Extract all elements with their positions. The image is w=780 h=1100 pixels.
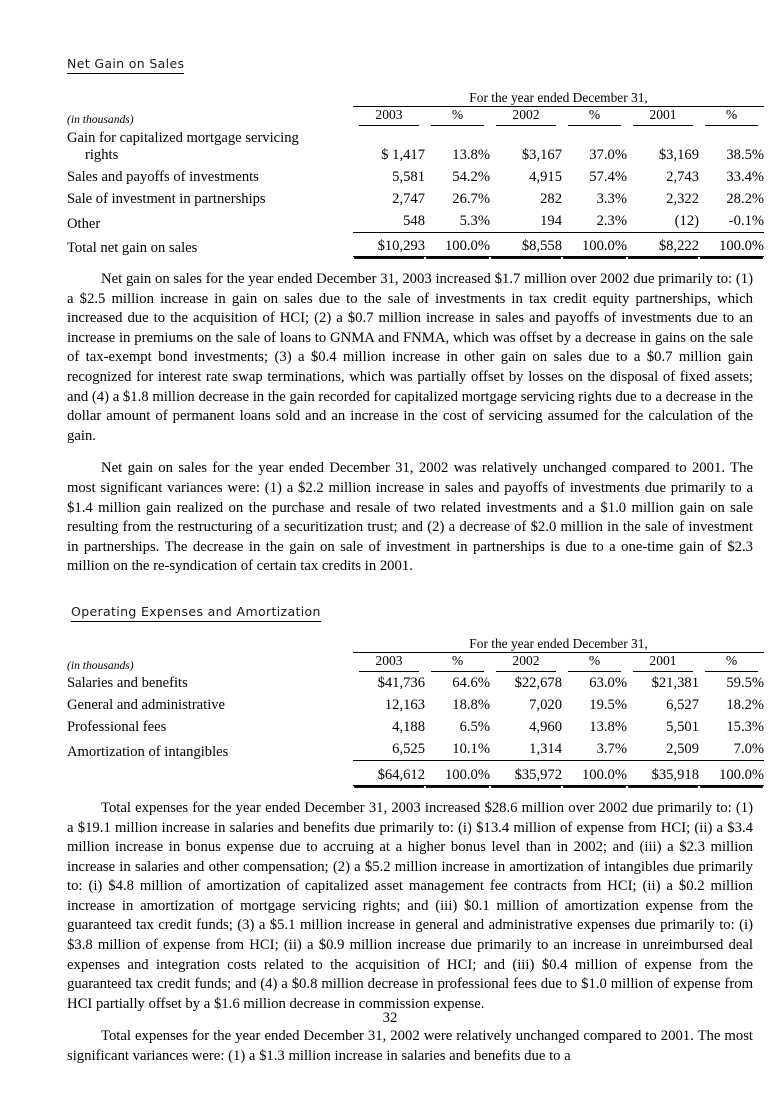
document-page — [67, 55, 765, 1067]
column-header-pct-1 — [425, 652, 490, 672]
span-header-spacer — [67, 90, 353, 107]
cell-2001: 5,501 — [666, 719, 699, 736]
cell-2002: $22,678 — [514, 675, 562, 692]
total-cell-2002-value: $8,558 — [490, 238, 562, 257]
cell-2003: 4,188 — [392, 719, 425, 736]
cell-pct-3 — [699, 209, 764, 234]
total-cell-pct-1-value: 100.0% — [425, 767, 490, 786]
table-row — [67, 209, 764, 234]
table-row — [67, 187, 764, 209]
cell-2003: 2,747 — [392, 190, 425, 207]
cell-pct-1: 64.6% — [452, 675, 490, 692]
table-operating-expenses-block — [67, 635, 765, 786]
row-label: Amortization of intangibles — [67, 744, 229, 761]
total-cell-pct-2 — [562, 763, 627, 786]
cell-2002: 7,020 — [529, 697, 562, 714]
row-label-line2: rights — [85, 146, 119, 163]
total-cell-2002 — [490, 234, 562, 257]
row-label: Sale of investment in partnerships — [67, 190, 266, 207]
cell-2002: $3,167 — [521, 146, 562, 163]
section-heading-net-gain-on-sales-wrap — [67, 55, 753, 74]
cell-2002-value: 194 — [490, 213, 562, 233]
total-cell-2001 — [627, 763, 699, 786]
table-column-header-row — [67, 652, 764, 672]
table-span-header-row — [67, 90, 764, 107]
column-header-2001-text: 2001 — [633, 107, 693, 126]
total-cell-pct-1 — [425, 763, 490, 786]
cell-pct-3: 28.2% — [726, 190, 765, 207]
column-header-pct-3 — [699, 107, 764, 127]
row-label: Salaries and benefits — [67, 675, 188, 692]
column-header-2003 — [353, 652, 425, 672]
cell-2001-value: 2,509 — [627, 741, 699, 761]
cell-pct-3: 18.2% — [726, 697, 765, 714]
total-cell-pct-2-value: 100.0% — [562, 238, 627, 257]
cell-2001: 6,527 — [666, 697, 699, 714]
cell-2001 — [627, 209, 699, 234]
column-header-2001-text: 2001 — [633, 653, 693, 672]
table-total-row — [67, 234, 764, 257]
total-cell-pct-3 — [699, 763, 764, 786]
column-header-2003-text: 2003 — [359, 653, 419, 672]
cell-2002: 4,915 — [529, 168, 562, 185]
cell-pct-1-value: 10.1% — [425, 741, 490, 761]
cell-pct-3-value: 7.0% — [699, 741, 764, 761]
units-label: (in thousands) — [67, 658, 134, 672]
table-row — [67, 165, 764, 187]
paragraph: Net gain on sales for the year ended December 31, 2002 was relatively unchanged compared to 2001. The most significant variances were: (1) a $2.2 million increase in sales and payoffs of investments due primarily to a $1.4 million gain realized on the purchase and resale of two related investments and a $1.0 million gain on sale resulting from the restructuring of a securitization trust; and (2) a decrease of $2.0 million in the sale of investment in partnerships. The decrease in the gain on sale of investment in partnerships is due to a one-time gain of $2.3 million on the re-syndication of certain tax credits in 2001. — [67, 460, 753, 575]
total-cell-pct-2-value: 100.0% — [562, 767, 627, 786]
cell-pct-2: 3.3% — [596, 190, 627, 207]
span-header-label: For the year ended December 31, — [353, 636, 764, 653]
column-header-pct-1-text: % — [431, 107, 484, 126]
table-row — [67, 126, 764, 165]
cell-2001 — [627, 738, 699, 763]
total-cell-2001-value: $8,222 — [627, 238, 699, 257]
cell-2003: 5,581 — [392, 168, 425, 185]
cell-pct-3: 59.5% — [726, 675, 765, 692]
cell-pct-2 — [562, 209, 627, 234]
span-header-spacer — [67, 636, 353, 653]
cell-pct-2: 19.5% — [589, 697, 627, 714]
table-operating-expenses — [67, 636, 764, 786]
column-header-2002 — [490, 107, 562, 127]
table-column-header-row — [67, 107, 764, 127]
total-cell-pct-1 — [425, 234, 490, 257]
column-header-2002 — [490, 652, 562, 672]
units-label: (in thousands) — [67, 113, 134, 126]
column-header-pct-3-text: % — [705, 107, 758, 126]
cell-pct-1: 18.8% — [452, 697, 490, 714]
cell-pct-1 — [425, 738, 490, 763]
column-header-2001 — [627, 107, 699, 127]
total-cell-2003 — [353, 763, 425, 786]
total-row-label — [67, 763, 353, 786]
cell-pct-2-value: 2.3% — [562, 213, 627, 233]
cell-2003-value: 6,525 — [353, 741, 425, 761]
cell-2002-value: 1,314 — [490, 741, 562, 761]
total-cell-2003-value: $64,612 — [353, 767, 425, 786]
cell-2003-value: 1,417 — [392, 146, 425, 163]
column-header-pct-1-text: % — [431, 653, 484, 672]
table-row — [67, 672, 764, 694]
cell-pct-3: 33.4% — [726, 168, 765, 185]
column-header-2003-text: 2003 — [359, 107, 419, 126]
column-header-2002-text: 2002 — [496, 653, 556, 672]
column-header-2003 — [353, 107, 425, 127]
row-label: Other — [67, 215, 101, 232]
row-label-line1: Gain for capitalized mortgage servicing — [67, 129, 299, 146]
column-header-pct-2 — [562, 652, 627, 672]
page-number: 32 — [382, 1010, 398, 1026]
cell-pct-1: 26.7% — [452, 190, 490, 207]
cell-pct-2: 57.4% — [589, 168, 627, 185]
cell-pct-3 — [699, 738, 764, 763]
column-header-pct-2-text: % — [568, 653, 621, 672]
span-header-label: For the year ended December 31, — [353, 90, 764, 107]
cell-2002 — [490, 209, 562, 234]
cell-2003-value: 548 — [353, 213, 425, 233]
cell-2003 — [353, 738, 425, 763]
table-net-gain-on-sales-block — [67, 90, 765, 257]
column-header-2001 — [627, 652, 699, 672]
cell-2001: 2,322 — [666, 190, 699, 207]
cell-pct-2-value: 3.7% — [562, 741, 627, 761]
row-label — [67, 126, 353, 165]
table-span-header-row — [67, 636, 764, 653]
cell-pct-1: 54.2% — [452, 168, 490, 185]
row-label: Sales and payoffs of investments — [67, 168, 259, 185]
cell-2002: 282 — [540, 190, 562, 207]
section-heading-operating-expenses-and-amortization: Operating Expenses and Amortization — [71, 604, 321, 622]
cell-2003: 12,163 — [384, 697, 425, 714]
table-net-gain-on-sales — [67, 90, 764, 257]
cell-pct-3: 15.3% — [726, 719, 765, 736]
total-cell-2001-value: $35,918 — [627, 767, 699, 786]
cell-2001: $3,169 — [658, 146, 699, 163]
cell-2001-value: (12) — [627, 213, 699, 233]
cell-pct-3: 38.5% — [726, 146, 765, 163]
cell-pct-2: 13.8% — [589, 719, 627, 736]
total-cell-2003-value: $10,293 — [353, 238, 425, 257]
cell-2003: $41,736 — [377, 675, 425, 692]
column-header-pct-2 — [562, 107, 627, 127]
cell-pct-1: 13.8% — [452, 146, 490, 163]
cell-2002 — [490, 738, 562, 763]
section-heading-operating-expenses-wrap — [67, 603, 753, 622]
section-heading-net-gain-on-sales: Net Gain on Sales — [67, 56, 184, 74]
cell-pct-3-value: -0.1% — [699, 213, 764, 233]
total-cell-2002-value: $35,972 — [490, 767, 562, 786]
cell-2003: $ 1,417 — [381, 146, 425, 163]
paragraph: Total expenses for the year ended December 31, 2003 increased $28.6 million over 2002 due primarily to: (1) a $19.1 million increase in salaries and benefits due primarily to: (i) $13.4 million of expense from HCI; (ii) a $3.4 million increase in bonus expense due to accruing at a higher bonus level than in 2002; and (iii) a $2.3 million increase in salaries and other compensation; (2) a $5.2 million increase in amortization of intangibles due primarily to: (i) $4.8 million of amortization of capitalized asset management fee contracts from HCI; (ii) a $0.2 million increase in amortization of mortgage servicing rights; and (iii) $0.1 million of amortization expense from the guaranteed tax credit funds; (3) a $5.1 million increase in general and administrative expenses due primarily to: (i) $3.8 million of expense from HCI; (ii) a $0.9 million increase due primarily to an increase in unreimbursed deal expenses and integration costs related to the acquisition of HCI; and (iii) $0.4 million of expense from the guaranteed tax credit funds; and (4) a $0.8 million decrease in professional fees due to $1.0 million of expense from HCI partially offset by a $1.6 million decrease in commission expense. — [67, 799, 753, 1012]
table-row — [67, 716, 764, 738]
total-cell-2003 — [353, 234, 425, 257]
total-cell-2001 — [627, 234, 699, 257]
row-label: General and administrative — [67, 697, 226, 714]
column-header-pct-2-text: % — [568, 107, 621, 126]
paragraph: Total expenses for the year ended December 31, 2002 were relatively unchanged compared to 2001. The most significant variances were: (1) a $1.3 million increase in salaries and benefits due to a — [67, 1028, 753, 1065]
cell-pct-2: 63.0% — [589, 675, 627, 692]
column-header-pct-3 — [699, 652, 764, 672]
total-cell-pct-3-value: 100.0% — [699, 238, 764, 257]
table-total-row — [67, 763, 764, 786]
cell-2001: $21,381 — [651, 675, 699, 692]
column-header-pct-1 — [425, 107, 490, 127]
column-header-2002-text: 2002 — [496, 107, 556, 126]
total-cell-2002 — [490, 763, 562, 786]
cell-2003 — [353, 209, 425, 234]
row-label: Professional fees — [67, 719, 167, 736]
cell-pct-2: 37.0% — [589, 146, 627, 163]
total-cell-pct-1-value: 100.0% — [425, 238, 490, 257]
cell-2001: 2,743 — [666, 168, 699, 185]
table-row — [67, 694, 764, 716]
total-cell-pct-2 — [562, 234, 627, 257]
cell-pct-2 — [562, 738, 627, 763]
total-cell-pct-3-value: 100.0% — [699, 767, 764, 786]
cell-pct-1: 6.5% — [459, 719, 490, 736]
total-row-label: Total net gain on sales — [67, 240, 198, 256]
total-cell-pct-3 — [699, 234, 764, 257]
paragraph: Net gain on sales for the year ended December 31, 2003 increased $1.7 million over 2002 due primarily to: (1) a $2.5 million increase in gain on sales due to the sale of investments in tax credit equity partnerships, which increased due to the acquisition of HCI; (2) a $0.7 million increase in sales and payoffs of investments due to an increase in premiums on the sale of loans to GNMA and FNMA, which was offset by a decrease in gains on the sale of tax-exempt bond investments; (3) a $0.4 million increase in other gain on sales due to a $0.7 million gain recognized for interest rate swap terminations, which was partially offset by losses on the disposal of fixed assets; and (4) a $1.8 million decrease in the gain recorded for capitalized mortgage servicing rights due to a decrease in the dollar amount of permanent loans sold and an increase in the cost of servicing assumed for the calculation of the gain. — [67, 271, 753, 444]
cell-pct-1 — [425, 209, 490, 234]
column-header-pct-3-text: % — [705, 653, 758, 672]
cell-pct-1-value: 5.3% — [425, 213, 490, 233]
table-row — [67, 738, 764, 763]
cell-2002: 4,960 — [529, 719, 562, 736]
